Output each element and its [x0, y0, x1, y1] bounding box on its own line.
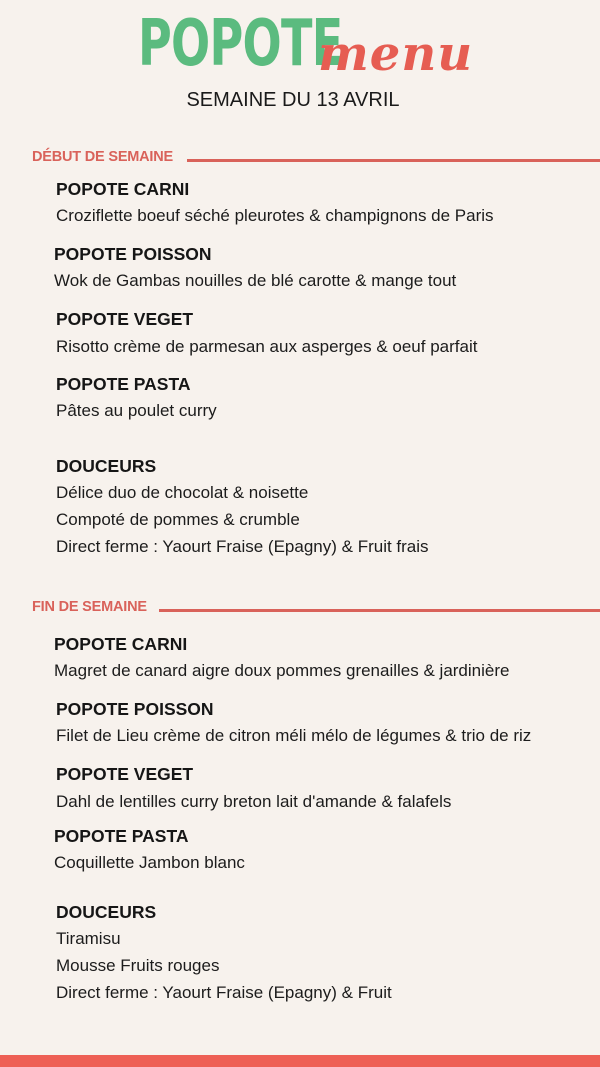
- dish-description: Croziflette boeuf séché pleurotes & champignons de Paris: [56, 206, 494, 225]
- dish-title-veget: POPOTE VEGET: [56, 309, 194, 329]
- dessert-item: Délice duo de chocolat & noisette: [56, 483, 309, 502]
- brand-title: POPOTE: [138, 7, 343, 81]
- dish-description: Wok de Gambas nouilles de blé carotte & mange tout: [54, 271, 457, 290]
- dish-title-poisson: POPOTE POISSON: [54, 244, 212, 264]
- dish-title-pasta: POPOTE PASTA: [56, 374, 191, 394]
- week-subtitle: SEMAINE DU 13 AVRIL: [186, 89, 400, 111]
- section-divider: [159, 609, 600, 612]
- dish-description: Coquillette Jambon blanc: [54, 853, 245, 872]
- dish-description: Filet de Lieu crème de citron méli mélo de légumes & trio de riz: [56, 726, 532, 745]
- dish-description: Pâtes au poulet curry: [56, 401, 217, 420]
- section-header: [32, 148, 173, 166]
- dish-title-carni: POPOTE CARNI: [54, 634, 188, 654]
- dish-title-veget: POPOTE VEGET: [56, 764, 194, 784]
- dish-title-poisson: POPOTE POISSON: [56, 699, 214, 719]
- dish-description: Magret de canard aigre doux pommes grenailles & jardinière: [54, 661, 510, 680]
- bottom-accent-bar: [0, 1055, 600, 1067]
- dessert-item: Tiramisu: [56, 929, 121, 948]
- dish-description: Dahl de lentilles curry breton lait d'amande & falafels: [56, 792, 452, 811]
- section-header: [32, 598, 147, 616]
- section-divider: [187, 159, 600, 162]
- section-label: DÉBUT DE SEMAINE: [32, 149, 174, 165]
- dessert-item: Mousse Fruits rouges: [56, 956, 220, 975]
- dish-description: Risotto crème de parmesan aux asperges & oeuf parfait: [56, 337, 478, 356]
- dish-title-carni: POPOTE CARNI: [56, 179, 190, 199]
- dessert-item: Compoté de pommes & crumble: [56, 510, 300, 529]
- dessert-item: Direct ferme : Yaourt Fraise (Epagny) & Fruit: [56, 983, 392, 1002]
- dessert-item: Direct ferme : Yaourt Fraise (Epagny) & Fruit frais: [56, 537, 429, 556]
- desserts-title: DOUCEURS: [56, 456, 157, 476]
- brand-script-menu: menu: [318, 26, 474, 82]
- desserts-title: DOUCEURS: [56, 902, 157, 922]
- section-label: FIN DE SEMAINE: [32, 599, 147, 615]
- dish-title-pasta: POPOTE PASTA: [54, 826, 189, 846]
